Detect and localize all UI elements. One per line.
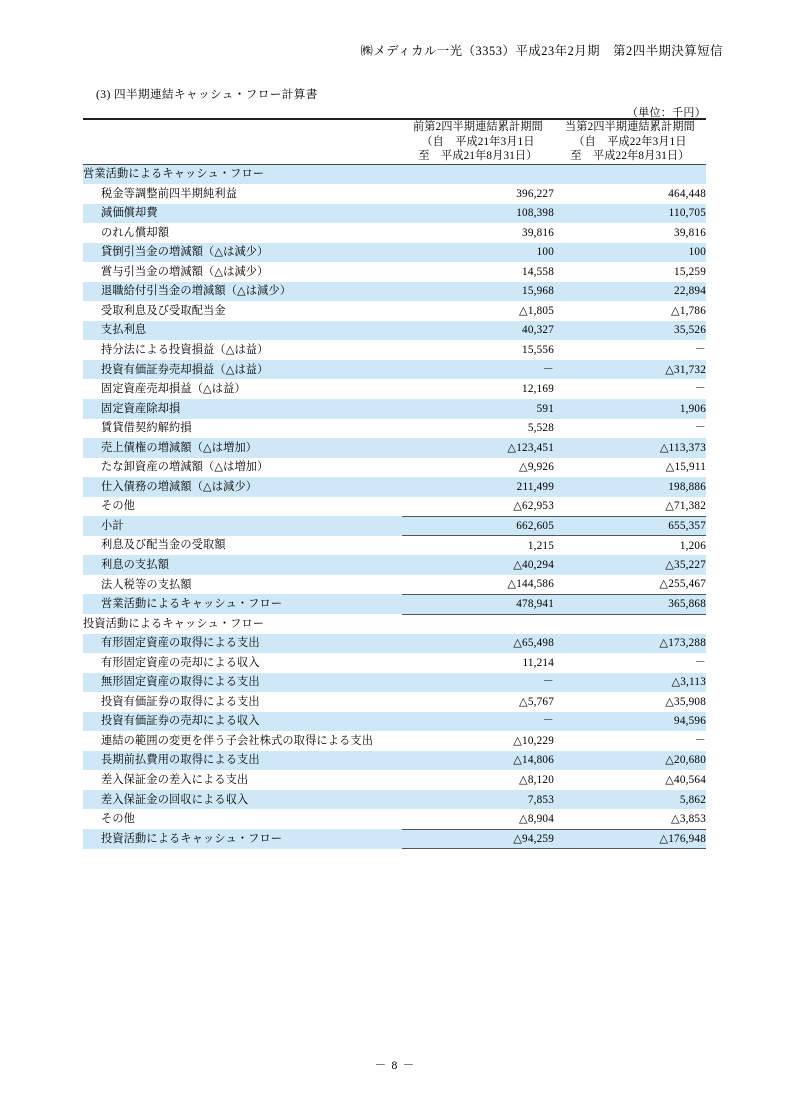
table-row (83, 673, 706, 693)
row-item-label: 固定資産売却損益（△は益） (83, 379, 402, 399)
row-value-previous-period: 108,398 (402, 204, 554, 224)
column-header-prev-line3: 至 平成21年8月31日） (418, 150, 538, 163)
row-value-current-period: － (554, 731, 706, 751)
row-value-current-period: － (554, 419, 706, 439)
table-row (83, 790, 706, 810)
row-value-current-period: 5,862 (554, 790, 706, 810)
row-item-label: 利息及び配当金の受取額 (83, 536, 402, 556)
row-value-previous-period: 100 (402, 243, 554, 263)
row-value-previous-period: － (402, 360, 554, 380)
row-value-previous-period: △65,498 (402, 634, 554, 654)
table-row (83, 379, 706, 399)
row-value-current-period: △255,467 (554, 575, 706, 595)
row-item-label: 無形固定資産の取得による支出 (83, 673, 402, 693)
cash-flow-statement-table (83, 118, 706, 849)
row-item-label: 投資有価証券の売却による収入 (83, 712, 402, 732)
column-header-previous-period (402, 119, 554, 164)
row-value-previous-period (402, 614, 554, 634)
row-value-previous-period: 478,941 (402, 594, 554, 614)
row-value-previous-period: △10,229 (402, 731, 554, 751)
header-label-corner (83, 119, 402, 164)
row-value-current-period: 655,357 (554, 516, 706, 536)
row-value-previous-period: 7,853 (402, 790, 554, 810)
column-header-prev-line2: （自 平成21年3月1日 (421, 135, 535, 148)
row-item-label: 税金等調整前四半期純利益 (83, 184, 402, 204)
running-header: ㈱メディカル一光（3353）平成23年2月期 第2四半期決算短信 (360, 44, 723, 58)
row-value-current-period: △35,908 (554, 692, 706, 712)
row-item-label: 有形固定資産の売却による収入 (83, 653, 402, 673)
row-value-current-period: － (554, 340, 706, 360)
row-item-label: 持分法による投資損益（△は益） (83, 340, 402, 360)
row-item-label: 連結の範囲の変更を伴う子会社株式の取得による支出 (83, 731, 402, 751)
row-item-label: 支払利息 (83, 321, 402, 341)
table-header (83, 119, 706, 164)
table-row (83, 184, 706, 204)
table-row (83, 301, 706, 321)
row-value-previous-period: 15,968 (402, 282, 554, 302)
section-title: (3) 四半期連結キャッシュ・フロー計算書 (96, 88, 318, 101)
table-row (83, 477, 706, 497)
table-row (83, 438, 706, 458)
row-value-previous-period: 591 (402, 399, 554, 419)
table-row (83, 321, 706, 341)
row-item-label: 利息の支払額 (83, 555, 402, 575)
table-row (83, 204, 706, 224)
row-section-label: 営業活動によるキャッシュ・フロー (83, 164, 402, 184)
row-item-label: 差入保証金の回収による収入 (83, 790, 402, 810)
row-item-label: 退職給付引当金の増減額（△は減少） (83, 282, 402, 302)
row-value-current-period: 100 (554, 243, 706, 263)
row-item-label: 有形固定資産の取得による支出 (83, 634, 402, 654)
table-row (83, 575, 706, 595)
row-item-label: たな卸資産の増減額（△は増加） (83, 458, 402, 478)
column-header-current-period (554, 119, 706, 164)
table-row (83, 614, 706, 634)
row-value-current-period: 15,259 (554, 262, 706, 282)
row-value-current-period: 464,448 (554, 184, 706, 204)
table-row (83, 243, 706, 263)
column-header-curr-line2: （自 平成22年3月1日 (573, 135, 687, 148)
row-value-current-period: △176,948 (554, 829, 706, 849)
row-value-previous-period: △123,451 (402, 438, 554, 458)
row-value-previous-period: － (402, 673, 554, 693)
table-row (83, 223, 706, 243)
row-value-current-period: － (554, 379, 706, 399)
unit-note: （単位：千円） (626, 107, 706, 119)
row-value-current-period: △71,382 (554, 497, 706, 517)
row-value-current-period (554, 164, 706, 184)
row-item-label: 仕入債務の増減額（△は減少） (83, 477, 402, 497)
row-item-label: 賃貸借契約解約損 (83, 419, 402, 439)
row-value-current-period: 365,868 (554, 594, 706, 614)
row-item-label: 減価償却費 (83, 204, 402, 224)
row-value-previous-period: 211,499 (402, 477, 554, 497)
row-item-label: 売上債権の増減額（△は増加） (83, 438, 402, 458)
row-value-previous-period: △62,953 (402, 497, 554, 517)
row-value-previous-period: 39,816 (402, 223, 554, 243)
row-value-current-period: 110,705 (554, 204, 706, 224)
row-value-previous-period: △14,806 (402, 751, 554, 771)
row-value-previous-period: 11,214 (402, 653, 554, 673)
row-value-current-period: △31,732 (554, 360, 706, 380)
row-value-previous-period: △144,586 (402, 575, 554, 595)
row-value-current-period: － (554, 653, 706, 673)
row-item-label: 受取利息及び受取配当金 (83, 301, 402, 321)
row-value-current-period: △1,786 (554, 301, 706, 321)
table-row (83, 731, 706, 751)
row-value-current-period: 1,906 (554, 399, 706, 419)
table-row (83, 770, 706, 790)
row-value-current-period: △15,911 (554, 458, 706, 478)
row-value-previous-period: △1,805 (402, 301, 554, 321)
row-value-current-period: △3,853 (554, 809, 706, 829)
table-row (83, 634, 706, 654)
row-value-previous-period: 662,605 (402, 516, 554, 536)
row-value-previous-period: 12,169 (402, 379, 554, 399)
row-value-previous-period: 396,227 (402, 184, 554, 204)
table-row (83, 458, 706, 478)
row-value-previous-period: 5,528 (402, 419, 554, 439)
column-header-curr-line3: 至 平成22年8月31日） (570, 150, 690, 163)
table-row (83, 829, 706, 849)
row-value-current-period (554, 614, 706, 634)
table-row (83, 692, 706, 712)
table-body (83, 164, 706, 848)
row-value-current-period: 22,894 (554, 282, 706, 302)
row-value-previous-period: △94,259 (402, 829, 554, 849)
row-value-current-period: 198,886 (554, 477, 706, 497)
table-row (83, 516, 706, 536)
page-number: － 8 － (374, 1059, 416, 1072)
row-item-label: 営業活動によるキャッシュ・フロー (83, 594, 402, 614)
row-item-label: 法人税等の支払額 (83, 575, 402, 595)
row-value-current-period: 35,526 (554, 321, 706, 341)
table-row (83, 653, 706, 673)
row-value-previous-period: 1,215 (402, 536, 554, 556)
row-value-previous-period: △8,120 (402, 770, 554, 790)
row-value-current-period: △35,227 (554, 555, 706, 575)
row-item-label: 長期前払費用の取得による支出 (83, 751, 402, 771)
row-value-current-period: △113,373 (554, 438, 706, 458)
row-value-current-period: 1,206 (554, 536, 706, 556)
row-item-label: 投資有価証券売却損益（△は益） (83, 360, 402, 380)
row-value-previous-period: △40,294 (402, 555, 554, 575)
row-value-previous-period: △8,904 (402, 809, 554, 829)
table-row (83, 262, 706, 282)
column-header-prev-line1: 前第2四半期連結累計期間 (413, 121, 543, 133)
table-row (83, 419, 706, 439)
row-item-label: 賞与引当金の増減額（△は減少） (83, 262, 402, 282)
table-row (83, 594, 706, 614)
row-item-label: 差入保証金の差入による支出 (83, 770, 402, 790)
row-value-previous-period: 40,327 (402, 321, 554, 341)
row-item-label: 貸倒引当金の増減額（△は減少） (83, 243, 402, 263)
table-row (83, 751, 706, 771)
row-value-current-period: 39,816 (554, 223, 706, 243)
row-item-label: 小計 (83, 516, 402, 536)
table-row (83, 164, 706, 184)
row-value-previous-period: 15,556 (402, 340, 554, 360)
row-value-current-period: △40,564 (554, 770, 706, 790)
column-header-curr-line1: 当第2四半期連結累計期間 (565, 121, 695, 133)
row-value-previous-period: △9,926 (402, 458, 554, 478)
row-value-previous-period: － (402, 712, 554, 732)
row-item-label: 投資活動によるキャッシュ・フロー (83, 829, 402, 849)
row-item-label: その他 (83, 497, 402, 517)
table-row (83, 555, 706, 575)
row-item-label: のれん償却額 (83, 223, 402, 243)
row-value-current-period: △173,288 (554, 634, 706, 654)
row-value-current-period: 94,596 (554, 712, 706, 732)
table-row (83, 536, 706, 556)
row-item-label: 固定資産除却損 (83, 399, 402, 419)
row-section-label: 投資活動によるキャッシュ・フロー (83, 614, 402, 634)
table-row (83, 712, 706, 732)
table-row (83, 809, 706, 829)
row-value-previous-period: 14,558 (402, 262, 554, 282)
table-row (83, 360, 706, 380)
row-value-previous-period: △5,767 (402, 692, 554, 712)
table-row (83, 497, 706, 517)
table-row (83, 282, 706, 302)
table-row (83, 340, 706, 360)
table-row (83, 399, 706, 419)
row-value-current-period: △20,680 (554, 751, 706, 771)
row-item-label: その他 (83, 809, 402, 829)
row-value-previous-period (402, 164, 554, 184)
row-item-label: 投資有価証券の取得による支出 (83, 692, 402, 712)
row-value-current-period: △3,113 (554, 673, 706, 693)
